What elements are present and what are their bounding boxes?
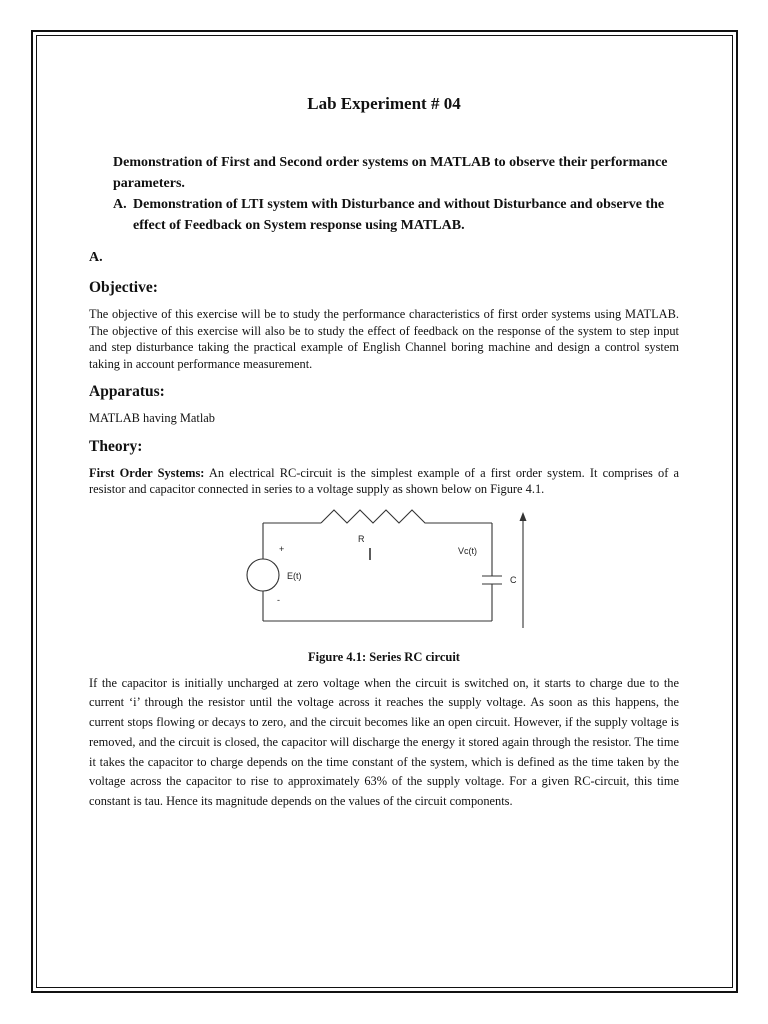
capacitor-voltage-label: Vc(t) — [458, 545, 477, 556]
voltage-arrow-head — [520, 512, 527, 521]
objective-text: The objective of this exercise will be to study the performance characteristics of first order systems using MATLAB. The objective of this exercise will also be to study the effect of feedback on the response of the system to step input and step disturbance taking the practical example of English Channel boring machine and design a control system taking in account performance measurement. — [89, 307, 679, 371]
source-minus-label: - — [277, 594, 280, 605]
theory-lead-text: An electrical RC-circuit is the simplest example of a first order system. It comprises of a resistor and capacitor connected in series to a voltage supply as shown below on Figure 4.1. — [89, 465, 679, 496]
resistor-zigzag — [321, 510, 434, 523]
figure-caption: Figure 4.1: Series RC circuit — [308, 649, 460, 664]
objective-heading: Objective: — [89, 279, 158, 296]
resistor-label: R — [358, 533, 365, 544]
document-title: Lab Experiment # 04 — [307, 94, 461, 113]
capacitor-label: C — [510, 574, 517, 585]
document-content — [89, 92, 679, 812]
list-item-text: Demonstration of LTI system with Disturbance and without Disturbance and observe the effect of Feedback on System response using MATLAB. — [133, 197, 665, 233]
section-letter: A. — [89, 250, 103, 265]
rc-circuit-figure — [89, 508, 679, 638]
apparatus-heading: Apparatus: — [89, 383, 165, 400]
theory-lead-bold: First Order Systems: — [89, 465, 205, 480]
voltage-source-circle — [247, 559, 279, 591]
apparatus-text: MATLAB having Matlab — [89, 411, 215, 425]
rc-circuit-diagram — [89, 508, 679, 638]
source-label: E(t) — [287, 570, 302, 581]
theory-heading: Theory: — [89, 437, 143, 455]
theory-text — [89, 465, 679, 498]
theory-body-paragraph: If the capacitor is initially uncharged at zero voltage when the circuit is switched on, it starts to charge due to the current ‘i’ through the resistor until the voltage across it reaches the supply voltage. As soon as this happens, the current stops flowing or decays to zero, and the circuit becomes like an open circuit. However, if the supply voltage is removed, and the circuit is closed, the capacitor will discharge the energy it stored again through the resistor. The time it takes the capacitor to charge depends on the time constant of the system, which is defined as the time taken by the voltage across the capacitor to rise to approximately 63% of the supply voltage. For a given RC-circuit, this time constant is tau. Hence its magnitude depends on the values of the circuit components. — [89, 675, 679, 809]
intro-line: Demonstration of First and Second order systems on MATLAB to observe their performance parameters. — [113, 155, 668, 191]
source-plus-label: + — [279, 543, 285, 554]
intro-list-item — [113, 194, 679, 236]
list-marker: A. — [113, 197, 127, 212]
